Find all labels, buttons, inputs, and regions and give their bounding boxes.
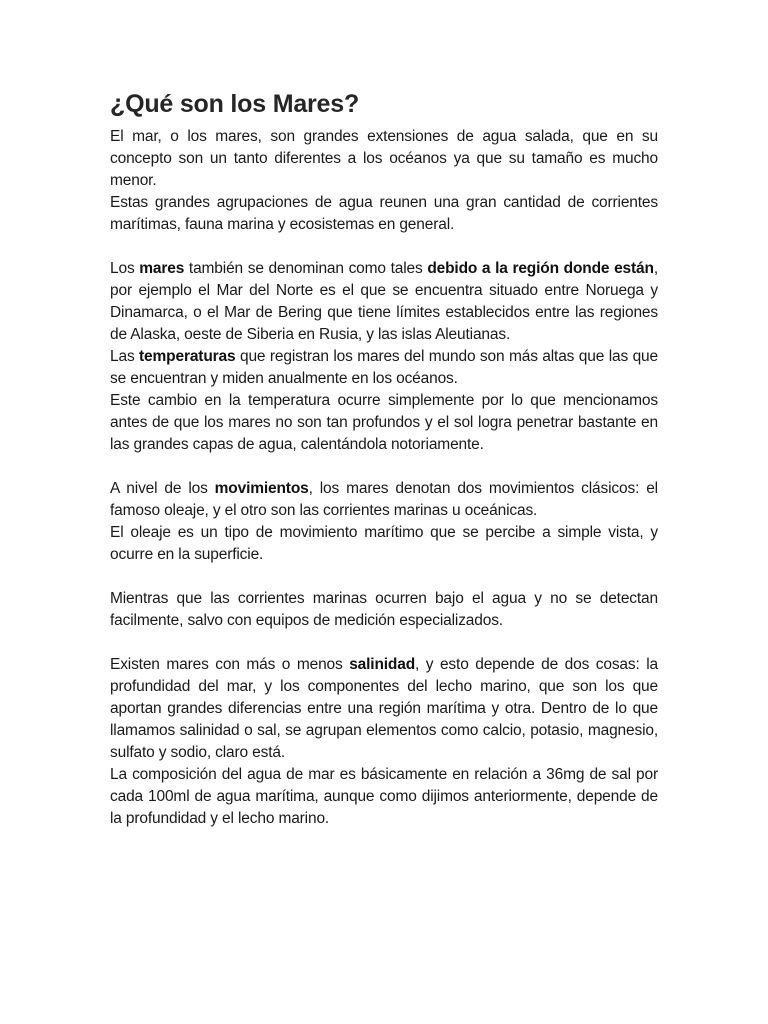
intro-paragraph-2: Estas grandes agrupaciones de agua reunen una gran cantidad de corrientes marítimas, fauna marina y ecosistemas en general. [110, 194, 658, 233]
text-run: , los mares denotan dos movimientos clásicos: el famoso oleaje, y el otro son las corrientes marinas u oceánicas. [110, 480, 658, 519]
page-title: ¿Qué son los Mares? [110, 90, 360, 118]
movements-paragraph-2: El oleaje es un tipo de movimiento marítimo que se percibe a simple vista, y ocurre en la superficie. [110, 524, 658, 563]
bold-term-temperaturas: temperaturas [139, 348, 236, 365]
text-run: Existen mares con más o menos [110, 656, 350, 673]
spacer [110, 236, 658, 258]
text-run: A nivel de los [110, 480, 215, 497]
salinity-paragraph-2: La composición del agua de mar es básicamente en relación a 36mg de sal por cada 100ml de agua marítima, aunque como dijimos anteriormente, depende de la profundidad y el lecho marino. [110, 766, 658, 827]
text-run: Los [110, 260, 140, 277]
text-run: Las [110, 348, 140, 365]
temperature-paragraph-2: Este cambio en la temperatura ocurre simplemente por lo que mencionamos antes de que los mares no son tan profundos y el sol logra penetrar bastante en las grandes capas de agua, calentándola notoriamente. [110, 392, 658, 453]
salinity-paragraph-1 [110, 654, 658, 764]
intro-paragraph-1: El mar, o los mares, son grandes extensiones de agua salada, que en su concepto son un tanto diferentes a los océanos ya que su tamaño es mucho menor. [110, 128, 658, 189]
currents-paragraph: Mientras que las corrientes marinas ocurren bajo el agua y no se detectan facilmente, salvo con equipos de medición especializados. [110, 590, 658, 629]
text-run: , y esto depende de dos cosas: la profundidad del mar, y los componentes del lecho marino, que son los que aportan grandes diferencias entre una región marítima y otra. Dentro de lo que llamamos salinidad o sal, se agrupan elementos como calcio, potasio, magnesio, sulfato y sodio, claro está. [110, 656, 659, 761]
temperature-paragraph-1 [110, 346, 658, 390]
document-page [110, 88, 658, 830]
bold-term-mares: mares [139, 260, 185, 277]
bold-term-region: debido a la región donde están [427, 260, 654, 277]
text-run: , por ejemplo el Mar del Norte es el que se encuentra situado entre Noruega y Dinamarca, o el Mar de Bering que tiene límites establecidos entre las regiones de Alaska, oeste de Siberia en Rusia, y las islas Aleutianas. [110, 260, 659, 343]
regions-paragraph [110, 258, 658, 346]
movements-paragraph-1 [110, 478, 658, 522]
spacer [110, 632, 658, 654]
bold-term-salinidad: salinidad [349, 656, 416, 673]
spacer [110, 456, 658, 478]
spacer [110, 566, 658, 588]
text-run: también se denominan como tales [184, 260, 428, 277]
text-run: que registran los mares del mundo son más altas que las que se encuentran y miden anualmente en los océanos. [110, 348, 658, 387]
bold-term-movimientos: movimientos [214, 480, 309, 497]
